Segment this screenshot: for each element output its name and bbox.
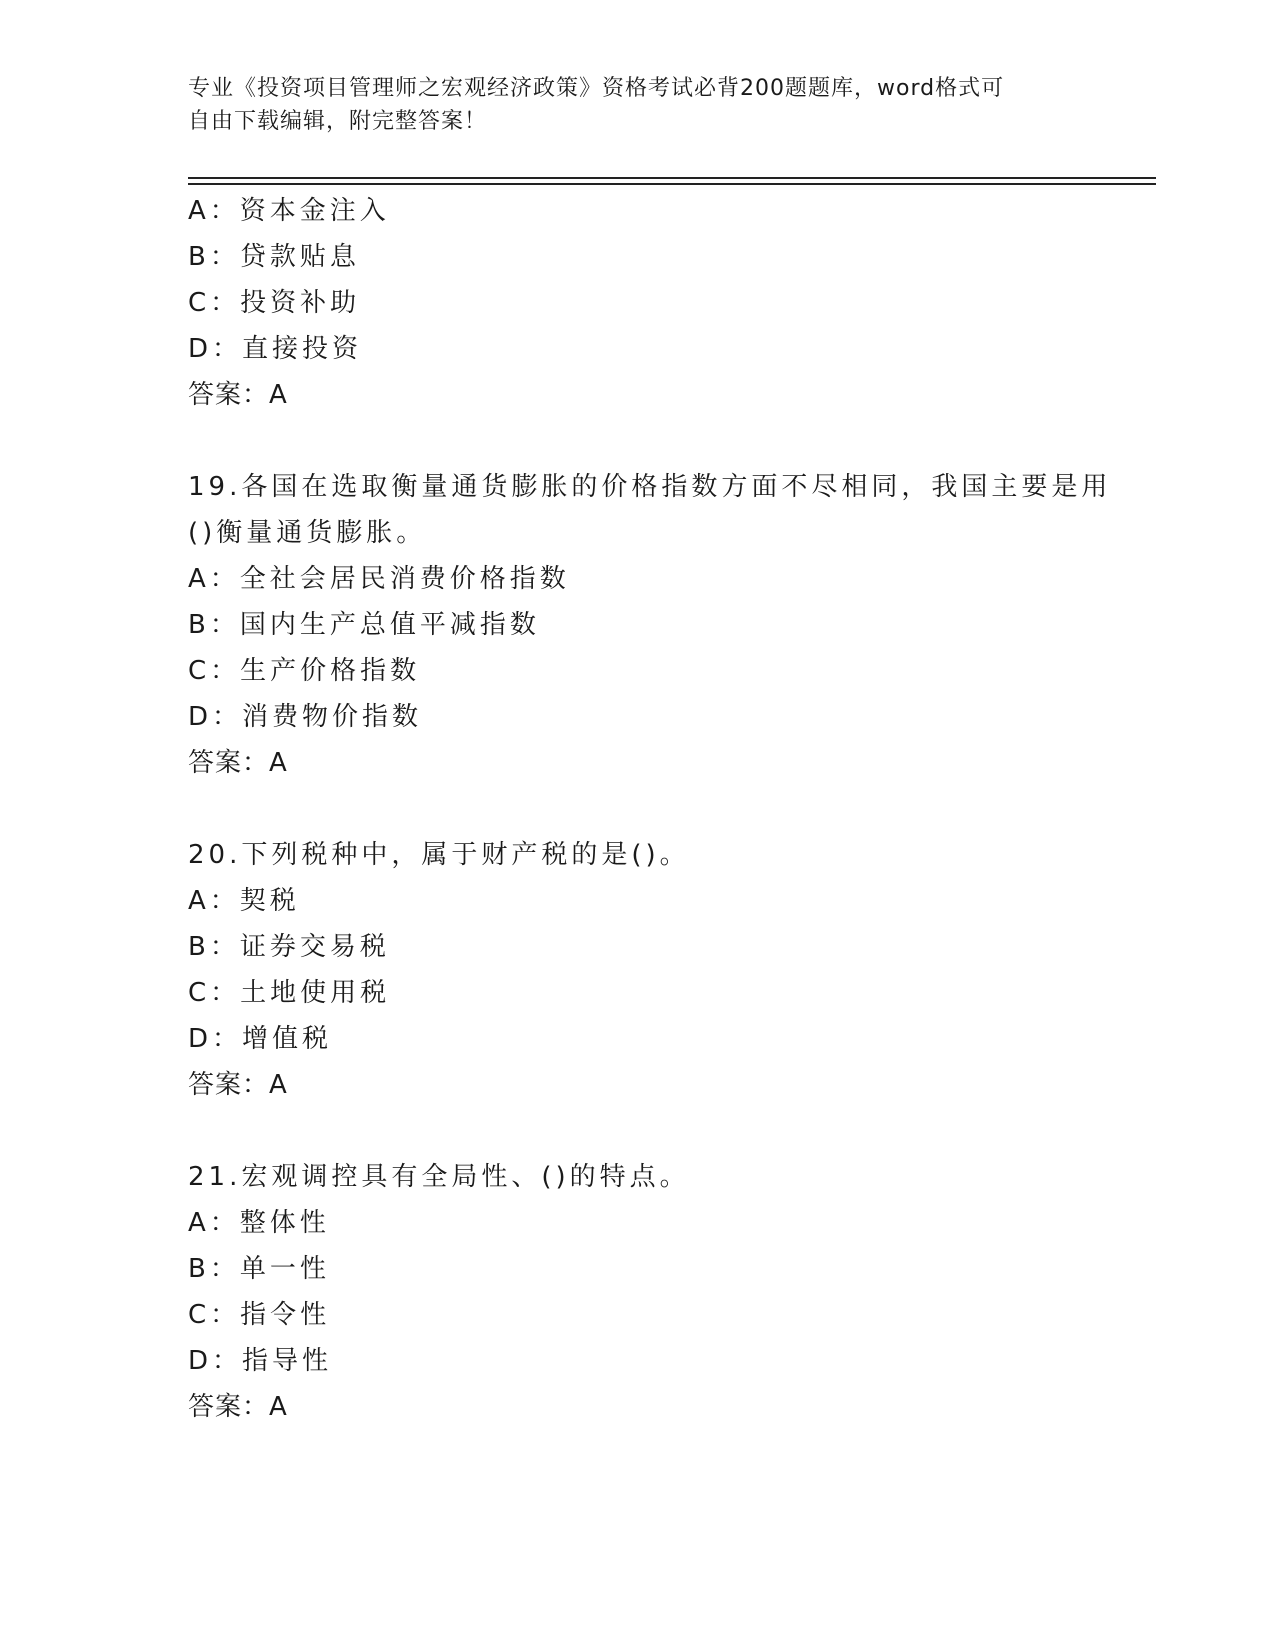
header-title-line-1: 专业《投资项目管理师之宏观经济政策》资格考试必背200题题库，word格式可: [188, 76, 1005, 101]
header-divider-top: [188, 177, 1156, 179]
document-header: [188, 72, 1068, 138]
option-c: C：土地使用税: [188, 978, 391, 1008]
option-c: C：生产价格指数: [188, 656, 421, 686]
option-a: A：整体性: [188, 1208, 330, 1238]
header-title-line-2: 自由下载编辑，附完整答案！: [188, 109, 488, 134]
spacer: [188, 786, 1088, 832]
question-list: [188, 188, 1112, 1430]
question-stem-line-2: ()衡量通货膨胀。: [188, 518, 427, 548]
header-divider-bottom: [188, 183, 1156, 185]
answer: 答案：A: [188, 748, 288, 778]
question-20: [188, 832, 1088, 1108]
spacer: [188, 418, 1088, 464]
option-b: B：证券交易税: [188, 932, 390, 962]
question-stem: 20.下列税种中，属于财产税的是()。: [188, 840, 690, 870]
option-a: A：全社会居民消费价格指数: [188, 564, 570, 594]
answer: 答案：A: [188, 380, 288, 410]
option-d: D：增值税: [188, 1024, 333, 1054]
question-stem-line-1: 19.各国在选取衡量通货膨胀的价格指数方面不尽相同，我国主要是用: [188, 472, 1112, 502]
spacer: [188, 1108, 1088, 1154]
question-19: [188, 464, 1112, 786]
option-c: C：投资补助: [188, 288, 361, 318]
option-b: B：贷款贴息: [188, 242, 360, 272]
option-d: D：直接投资: [188, 334, 363, 364]
option-d: D：指导性: [188, 1346, 333, 1376]
option-b: B：国内生产总值平减指数: [188, 610, 540, 640]
question-18: [188, 188, 1088, 418]
answer: 答案：A: [188, 1070, 288, 1100]
option-a: A：契税: [188, 886, 300, 916]
question-stem: 21.宏观调控具有全局性、()的特点。: [188, 1162, 690, 1192]
answer: 答案：A: [188, 1392, 288, 1422]
option-c: C：指令性: [188, 1300, 331, 1330]
option-b: B：单一性: [188, 1254, 330, 1284]
question-21: [188, 1154, 1088, 1430]
option-a: A：资本金注入: [188, 196, 390, 226]
option-d: D：消费物价指数: [188, 702, 423, 732]
